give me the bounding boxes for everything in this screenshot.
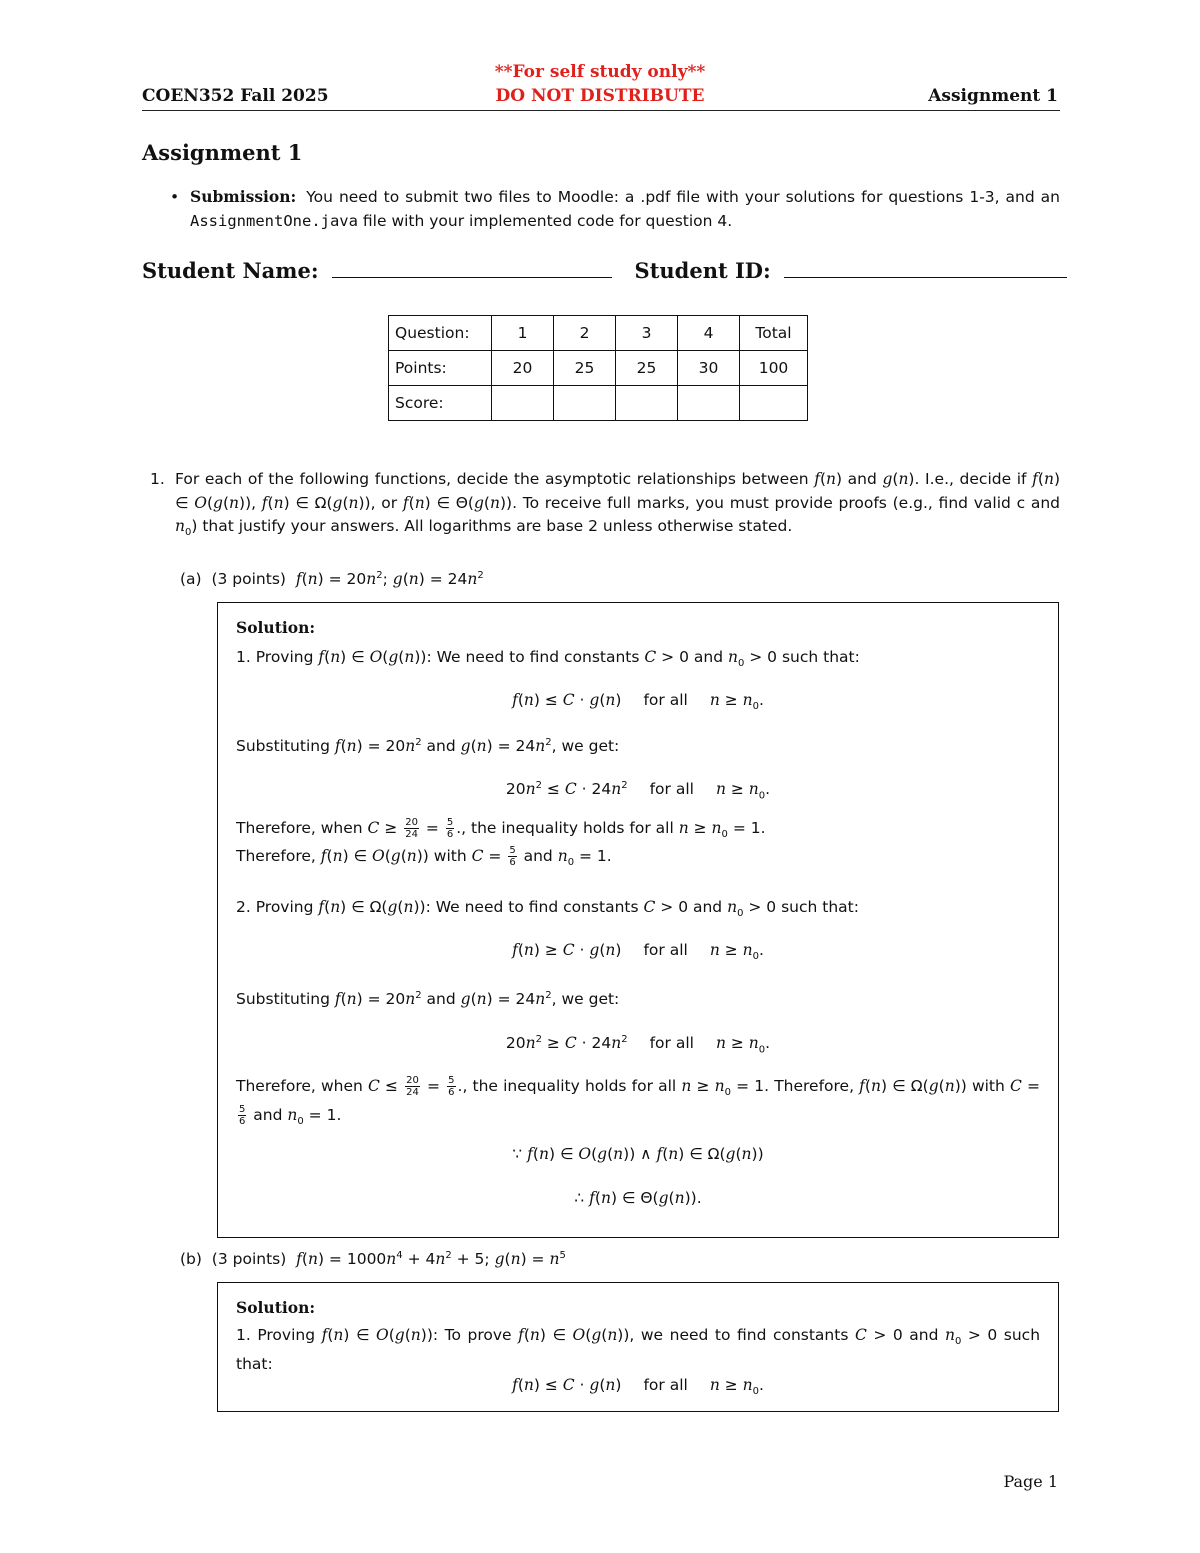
notice-line-self-study: **For self study only** — [494, 62, 706, 82]
proof-omega-intro: 2. Proving f(n) ∈ Ω(g(n)): We need to find constants C > 0 and $n_0 > 0$ such that: — [236, 898, 859, 920]
therefore-theta-statement: ∴ f(n) ∈ Θ(g(n)). — [574, 1189, 702, 1207]
solution-heading: Solution: — [236, 618, 316, 637]
equation-omega-def: f(n) ≥ C · g(n) for all $n \ge n_0$. — [512, 941, 764, 963]
solution-heading: Solution: — [236, 1298, 316, 1317]
score-cell-2[interactable] — [554, 386, 616, 421]
question-1-text: For each of the following functions, decide the asymptotic relationships between f(n) and g(n). I.e., decide if f(n) ∈ O(g(n)), f(n) ∈ Ω(g(n)), or f(n) ∈ Θ(g(n)). To receive full marks, you must provide proofs (e.g., find valid c and $n_0$) that justify your answers. All logarithms are base 2 unless otherwise stated. — [175, 470, 1061, 539]
score-cell-4[interactable] — [678, 386, 740, 421]
table-row-questions — [389, 316, 808, 351]
bullet-icon: • — [170, 188, 180, 206]
part-a-heading: (a) (3 points) $f(n) = 20n^2$; $g(n) = 24n^2$ — [180, 570, 484, 589]
points-cell-2: 25 — [554, 351, 616, 386]
submission-filename: AssignmentOne.java — [190, 212, 358, 230]
conclusion-c-bound-1: Therefore, when C ≥ $\frac{20}{24}$ = $\frac{5}{6}$ ., the inequality holds for all $n \ge n_0 = 1$. — [236, 817, 766, 841]
equation-substituted-2: $20n^2 \ge C \cdot 24n^2$ for all $n \ge n_0$. — [505, 1034, 771, 1056]
equation-big-o-def: f(n) ≤ C · g(n) for all $n \ge n_0$. — [512, 691, 764, 713]
course-header: COEN352 Fall 2025 — [142, 86, 329, 106]
question-cell-total: Total — [740, 316, 808, 351]
table-row-score — [389, 386, 808, 421]
because-statement: ∵ f(n) ∈ O(g(n)) ∧ f(n) ∈ Ω(g(n)) — [512, 1145, 764, 1163]
table-row-points — [389, 351, 808, 386]
row-label-points: Points: — [389, 351, 492, 386]
page-title: Assignment 1 — [142, 140, 303, 165]
row-label-score: Score: — [389, 386, 492, 421]
proof-big-o-intro-b: 1. Proving f(n) ∈ O(g(n)): To prove f(n) ∈ O(g(n)), we need to find constants C > 0 and $n_0 > 0$ such that: — [236, 1326, 1041, 1374]
row-label-question: Question: — [389, 316, 492, 351]
notice-line-do-not-distribute: DO NOT DISTRIBUTE — [495, 86, 705, 106]
header-rule — [142, 110, 1060, 111]
question-cell-4: 4 — [678, 316, 740, 351]
solution-box-b — [217, 1282, 1059, 1412]
submission-text-b: file with your implemented code for question 4. — [357, 212, 733, 230]
question-1 — [150, 468, 1060, 545]
question-cell-2: 2 — [554, 316, 616, 351]
page-number: Page 1 — [1003, 1472, 1058, 1491]
points-cell-total: 100 — [740, 351, 808, 386]
points-cell-3: 25 — [616, 351, 678, 386]
score-cell-total[interactable] — [740, 386, 808, 421]
question-cell-3: 3 — [616, 316, 678, 351]
student-name-field[interactable] — [332, 259, 612, 278]
substitution-line-1: Substituting $f(n) = 20n^2$ and $g(n) = 24n^2$, we get: — [236, 737, 620, 756]
assignment-header: Assignment 1 — [928, 86, 1058, 106]
student-fields — [142, 258, 1067, 283]
points-cell-4: 30 — [678, 351, 740, 386]
conclusion-big-o: Therefore, f(n) ∈ O(g(n)) with C = $\frac{5}{6}$ and $n_0 = 1$. — [236, 845, 612, 869]
proof-big-o-intro: 1. Proving f(n) ∈ O(g(n)): We need to find constants C > 0 and $n_0 > 0$ such that: — [236, 648, 860, 670]
grade-table — [388, 315, 808, 421]
question-cell-1: 1 — [492, 316, 554, 351]
question-number: 1. — [150, 470, 165, 488]
student-id-label: Student ID: — [634, 258, 771, 283]
points-cell-1: 20 — [492, 351, 554, 386]
student-name-label: Student Name: — [142, 258, 319, 283]
conclusion-omega: Therefore, when C ≤ $\frac{20}{24}$ = $\frac{5}{6}$ ., the inequality holds for all $n \ge n_0 = 1$. Therefore, f(n) ∈ Ω(g(n)) with C = $\frac{5}{6}$ and $n_0 = 1$. — [236, 1075, 1040, 1128]
student-id-field[interactable] — [784, 259, 1067, 278]
score-cell-1[interactable] — [492, 386, 554, 421]
submission-label: Submission: — [190, 187, 297, 206]
equation-big-o-def-b: f(n) ≤ C · g(n) for all $n \ge n_0$. — [512, 1376, 764, 1398]
score-cell-3[interactable] — [616, 386, 678, 421]
equation-substituted-1: $20n^2 \le C \cdot 24n^2$ for all $n \ge n_0$. — [505, 780, 771, 802]
solution-box-a — [217, 602, 1059, 1238]
part-b-heading: (b) (3 points) $f(n) = 1000n^4 + 4n^2 + 5$; $g(n) = n^5$ — [180, 1250, 566, 1269]
submission-item — [170, 185, 1060, 233]
substitution-line-2: Substituting $f(n) = 20n^2$ and $g(n) = 24n^2$, we get: — [236, 990, 620, 1009]
submission-text-a: You need to submit two files to Moodle: a .pdf file with your solutions for questions 1-3, and an — [306, 188, 1060, 206]
